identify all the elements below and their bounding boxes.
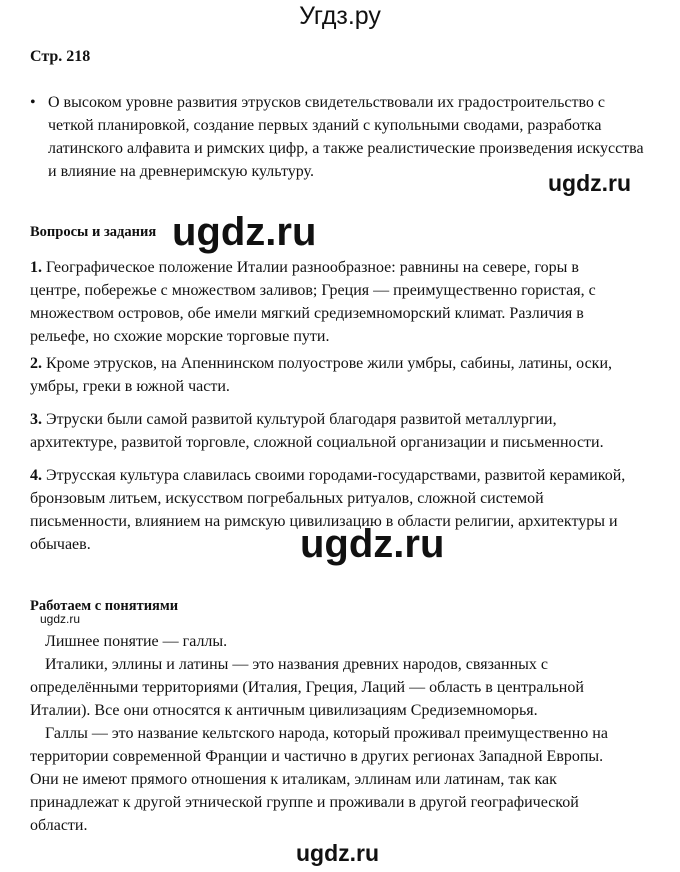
- answer-number: 3.: [30, 411, 42, 428]
- watermark: ugdz.ru: [296, 840, 380, 866]
- questions-heading: Вопросы и задания: [30, 224, 157, 240]
- answer-item: [30, 256, 630, 348]
- answer-number: 4.: [30, 467, 42, 484]
- answer-item: [30, 352, 630, 398]
- concepts-paragraph: Лишнее понятие — галлы.: [45, 633, 228, 650]
- answer-text: Этрусская культура славилась своими городами-государствами, развитой керамикой, бронзовым литьем, искусством погребальных ритуалов, сложной системой письменности, влиянием на римскую цивилизацию в области религии, архитектуры и обычаев.: [30, 467, 626, 553]
- concepts-heading: Работаем с понятиями: [30, 598, 179, 614]
- site-title: Угдз.ру: [299, 2, 381, 30]
- bullet-icon: •: [30, 94, 36, 111]
- watermark: ugdz.ru: [300, 522, 445, 566]
- answer-text: Этруски были самой развитой культурой благодаря развитой металлургии, архитектуре, развитой торговле, сложной социальной организации и письменности.: [30, 411, 604, 451]
- concepts-paragraph: Галлы — это название кельтского народа, который проживал преимущественно на территории современной Франции и частично в других регионах Западной Европы. Они не имеют прямого отношения к италикам, эллинам или латинам, так как принадлежат к другой этнической группе и проживали в другой географической области.: [30, 725, 608, 834]
- bullet-text: О высоком уровне развития этрусков свидетельствовали их градостроительство с четкой планировкой, создание первых зданий с купольными сводами, разработка латинского алфавита и римских цифр, а также реалистические произведения искусства и влияние на древнеримскую культуру.: [48, 94, 644, 180]
- answer-number: 1.: [30, 259, 42, 276]
- answer-item: [30, 408, 630, 454]
- answer-number: 2.: [30, 355, 42, 372]
- watermark: ugdz.ru: [40, 612, 81, 626]
- concepts-paragraph: Италики, эллины и латины — это названия древних народов, связанных с определёнными территориями (Италия, Греция, Лаций — область в центральной Италии). Все они относятся к античным цивилизациям Средиземноморья.: [30, 656, 584, 719]
- page-label: Стр. 218: [30, 48, 91, 65]
- answer-text: Кроме этрусков, на Апеннинском полуострове жили умбры, сабины, латины, оски, умбры, греки в южной части.: [30, 355, 613, 395]
- watermark: ugdz.ru: [172, 210, 317, 254]
- watermark: ugdz.ru: [548, 170, 632, 196]
- answer-text: Географическое положение Италии разнообразное: равнины на севере, горы в центре, побережье с множеством заливов; Греция — преимущественно гористая, с множеством островов, обе имели мягкий средиземноморский климат. Различия в рельефе, но схожие морские торговые пути.: [30, 259, 596, 345]
